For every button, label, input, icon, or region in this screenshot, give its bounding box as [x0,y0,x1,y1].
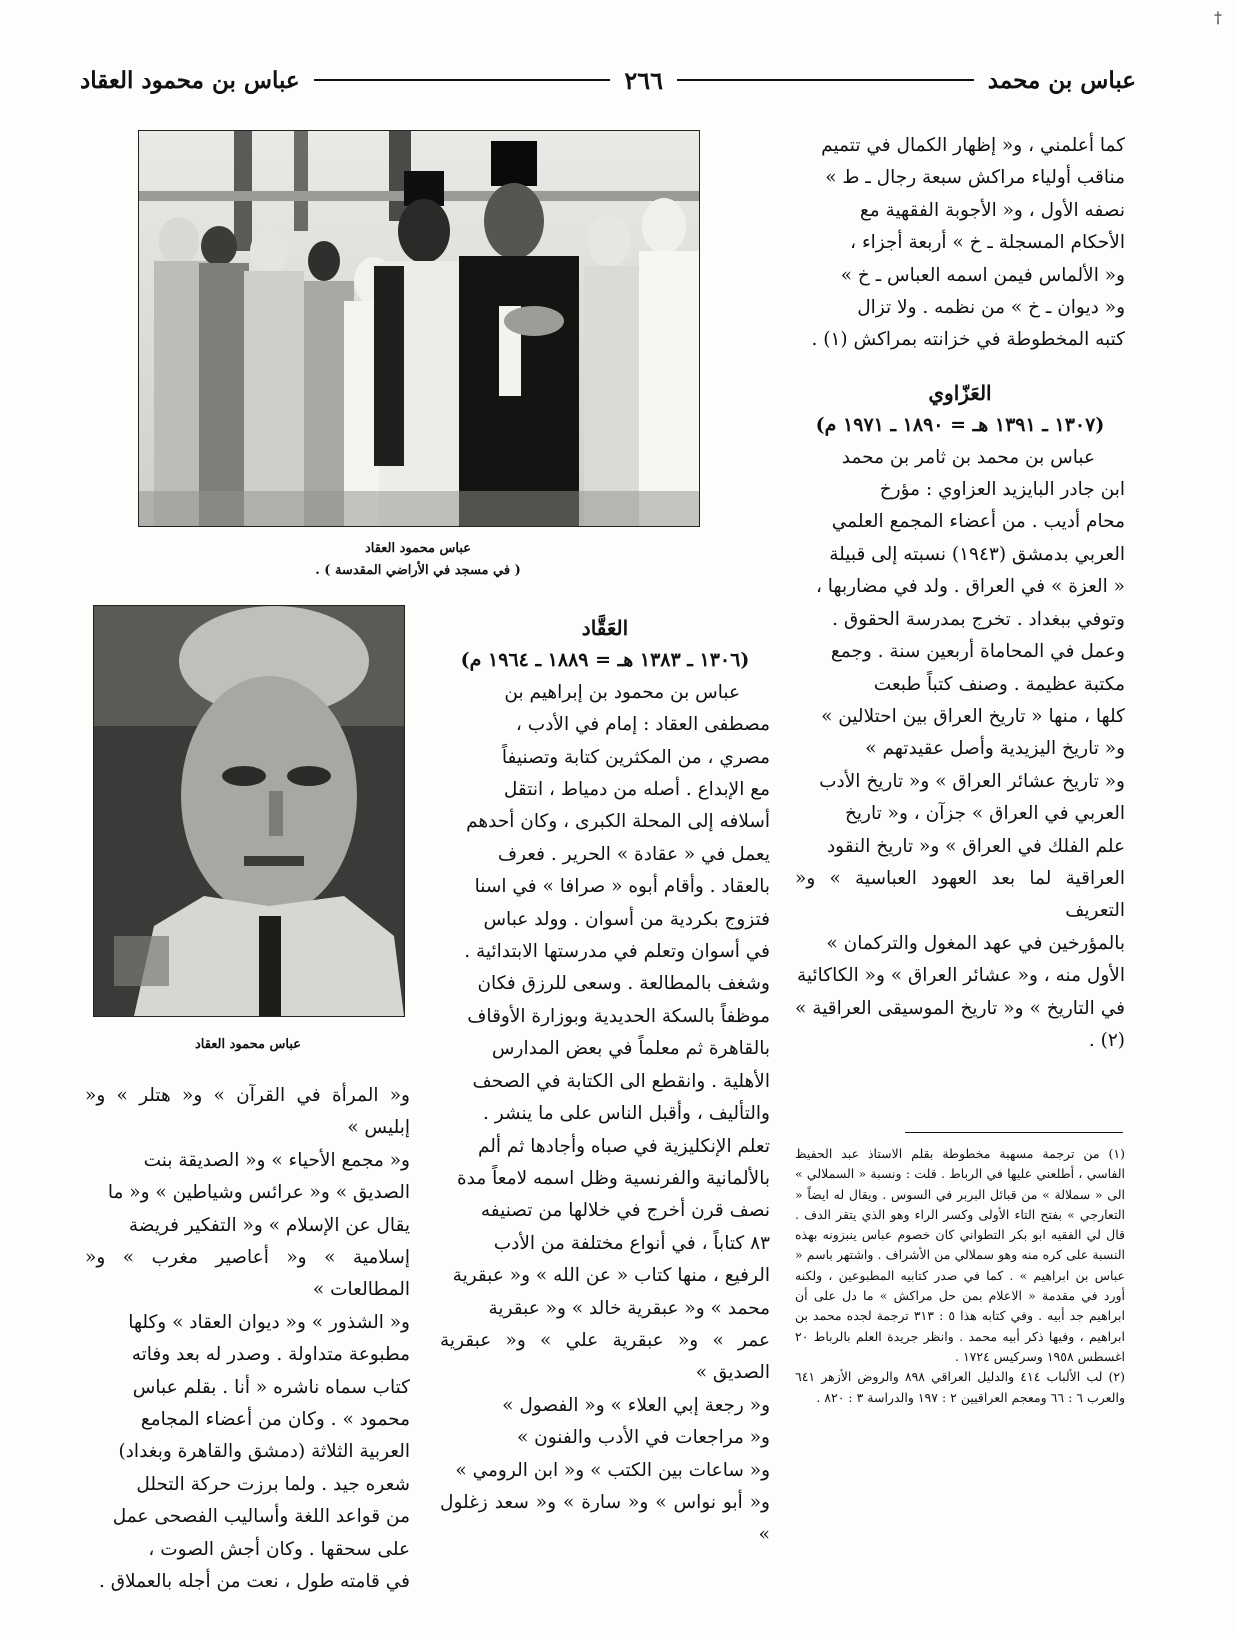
text-line: مصري ، من المكثرين كتابة وتصنيفاً [501,746,770,768]
header-rule-left [314,79,611,81]
right-column [795,130,1125,1080]
text-line: يعمل في « عقادة » الحرير . فعرف [497,843,770,865]
bio-title-aqqad: العَقَّاد [581,616,629,640]
text-line: بالمؤرخين في عهد المغول والتركمان » [826,932,1125,954]
text-line: عباس بن محمد بن ثامر بن محمد [841,446,1095,468]
caption-line: عباس محمود العقاد [364,541,472,556]
header-right-title: عباس بن محمد [987,66,1136,94]
text-line: وعمل في المحاماة أربعين سنة . وجمع [830,641,1125,663]
text-line: موظفاً بالسكة الحديدية وبوزارة الأوقاف [467,1005,770,1027]
caption-line: ( في مسجد في الأراضي المقدسة ) . [315,563,521,578]
text-line: يقال عن الإسلام » و« التفكير فريضة [128,1214,410,1236]
text-line: نصفه الأول ، و« الأجوبة الفقهية مع [859,199,1125,221]
footnote-rule [905,1132,1123,1133]
text-line: بالعقاد . وأقام أبوه « صرافا » في اسنا [474,876,770,898]
margin-mark: † [1214,8,1222,27]
text-line: و« الشذور » و« ديوان العقاد » وكلها [128,1311,410,1333]
text-line: مع الإبداع . أصله من دمياط ، انتقل [503,779,770,801]
text-line: و« المرأة في القرآن » و« هتلر » و« إبليس » [85,1085,410,1139]
text-line: كلها ، منها « تاريخ العراق بين احتلالين » [821,705,1125,727]
text-line: عباس بن محمود بن إبراهيم بن [504,681,740,703]
text-line: عمر » و« عبقرية علي » و« عبقرية الصديق » [440,1329,770,1384]
bio-dates-azzawi: (١٣٠٧ ـ ١٣٩١ هـ = ١٨٩٠ ـ ١٩٧١ م) [815,414,1105,437]
text-line: ٨٣ كتاباً ، في أنواع مختلفة من الأدب [493,1232,770,1254]
footnotes [795,1144,1125,1408]
text-line: مطبوعة متداولة . وصدر له بعد وفاته [131,1344,410,1366]
text-line: و« أبو نواس » و« سارة » و« سعد زغلول » [440,1491,770,1546]
mosque-photo-caption [138,538,698,582]
text-line: نصف قرن أخرج في خلالها من تصنيفه [480,1200,770,1222]
portrait-photo [93,605,405,1017]
mosque-photo [138,130,700,527]
mosque-photo-image [139,131,699,526]
text-line: و« تاريخ عشائر العراق » و« تاريخ الأدب [819,770,1125,792]
text-line: كما أعلمني ، و« إظهار الكمال في تتميم [821,135,1125,156]
azzawi-paragraph [795,442,1125,1058]
text-line: علم الفلك في العراق » و« تاريخ النقود [826,835,1125,857]
text-line: و« ساعات بين الكتب » و« ابن الرومي » [455,1459,770,1481]
text-line: و« مجمع الأحياء » و« الصديقة بنت [143,1149,410,1171]
text-line: العربية الثلاثة (دمشق والقاهرة وبغداد) [118,1441,410,1463]
text-line: أسلافه إلى المحلة الكبرى ، وكان أحدهم [466,811,770,833]
text-line: العربي بدمشق (١٩٤٣) نسبته إلى قبيلة [829,543,1125,565]
text-line: و« مراجعات في الأدب والفنون » [516,1427,770,1449]
text-line: الأحكام المسجلة ـ خ » أربعة أجزاء ، [850,232,1125,254]
text-line: من قواعد اللغة وأساليب الفصحى عمل [112,1506,410,1528]
page-number: ٢٦٦ [624,65,664,95]
text-line: « العزة » في العراق . ولد في مضاربها ، [815,576,1125,598]
text-line: كتاب سماه ناشره « أنا . بقلم عباس [132,1376,410,1398]
text-line: وشغف بالمطالعة . وسعى للرزق فكان [477,973,770,995]
left-column [85,1080,410,1620]
intro-paragraph [795,130,1125,357]
text-line: الأول منه ، و« عشائر العراق » و« الكاكائية [797,965,1125,987]
text-line: و« الألماس فيمن اسمه العباس ـ خ » [840,264,1125,286]
text-line: العراقية لما بعد العهود العباسية » و« التعريف [795,867,1125,922]
footnote-1: (١) من ترجمة مسهبة مخطوطة بقلم الاستاذ عبد الحفيظ الفاسي ، أطلعني عليها في الرباط . قلت : ونسبة « السملالي » الى « سملالة » من قبائل البربر في السوس . ويقال له ايضاً « التعارجي » بفتح التاء الأولى وكسر الراء وهو الذي يتقر الدف . قال لي الفقيه ابو بكر التطواني كان خصوم عباس ينبزونه بهذه النسبة على كره منه وهو سملالي من الأشراف . واشتهر باسم « عباس بن ابراهيم » . كما في صدر كتابيه المطبوعين ، ولكنه أورد في مقدمة « الاعلام بمن حل مراكش » ما دل على أن ابراهيم جد أبيه . وفي كتابه هذا ٥ : ٣١٣ ترجمة لجده محمد بن ابراهيم ، وفيها ذكر أبيه محمد . وانظر جريدة العلم بالرباط ٢٠ اغسطس ١٩٥٨ وسركيس ١٧٢٤ . [795,1146,1125,1364]
text-line: في قامته طول ، نعت من أجله بالعملاق . [98,1571,410,1593]
header-left-title: عباس بن محمود العقاد [79,66,300,94]
text-line: و« تاريخ اليزيدية وأصل عقيدتهم » [865,738,1125,760]
text-line: الأهلية . وانقطع الى الكتابة في الصحف [472,1070,770,1092]
portrait-caption: عباس محمود العقاد [194,1037,302,1052]
text-line: وتوفي ببغداد . تخرج بمدرسة الحقوق . [832,608,1125,630]
text-line: الصديق » و« عرائس وشياطين » و« ما [107,1182,410,1204]
text-line: شعره جيد . ولما برزت حركة التحلل [136,1473,410,1495]
text-line: والتأليف ، وأقبل الناس على ما ينشر . [483,1103,770,1125]
text-line: مناقب أولياء مراكش سبعة رجال ـ ط » [825,167,1125,189]
text-line: بالألمانية والفرنسية وظل اسمه لامعاً مدة [456,1167,770,1189]
text-line: و« رجعة إبي العلاء » و« الفصول » [502,1394,770,1416]
portrait-photo-image [94,606,404,1016]
text-line: ابن جادر البايزيد العزاوي : مؤرخ [879,479,1125,501]
text-line: تعلم الإنكليزية في صباه وأجادها ثم ألم [477,1135,770,1157]
text-line: بالقاهرة ثم معلماً في بعض المدارس [491,1038,770,1060]
text-line: في أسوان وتعلم في مدرستها الابتدائية . [464,941,770,963]
bio-dates-aqqad: (١٣٠٦ ـ ١٣٨٣ هـ = ١٨٨٩ ـ ١٩٦٤ م) [460,649,750,672]
text-line: مكتبة عظيمة . وصنف كتباً طبعت [873,673,1125,695]
text-line: مصطفى العقاد : إمام في الأدب ، [515,714,770,736]
bio-title-azzawi: العَزّاوي [928,380,992,405]
text-line: في التاريخ » و« تاريخ الموسيقى العراقية » (٢) . [795,997,1125,1051]
text-line: إسلامية » و« أعاصير مغرب » و« المطالعات » [85,1247,410,1301]
header-rule-right [677,79,974,81]
text-line: محمد » و« عبقرية خالد » و« عبقرية [488,1297,770,1319]
aqqad-paragraph [440,677,770,1552]
text-line: محام أديب . من أعضاء المجمع العلمي [831,511,1125,533]
footnote-2: (٢) لب الألباب ٤١٤ والدليل العراقي ٨٩٨ والروض الأزهر ٦٤١ والعرب ٦ : ٦٦ ومعجم العراقيين ٢ : ١٩٧ والدراسة ٣ : ٨٢٠ . [795,1369,1125,1405]
middle-column [440,612,770,1627]
text-line: العربي في العراق » جزآن ، و« تاريخ [844,803,1125,825]
text-line: محمود » . وكان من أعضاء المجامع [140,1409,410,1431]
text-line: الرفيع ، منها كتاب « عن الله » و« عبقرية [452,1265,770,1287]
text-line: فتزوج بكردية من أسوان . وولد عباس [483,908,770,930]
running-header [80,60,1136,100]
text-line: و« ديوان ـ خ » من نظمه . ولا تزال [857,297,1125,319]
text-line: كتبه المخطوطة في خزانته بمراكش (١) . [811,329,1125,351]
text-line: على سحقها . وكان أجش الصوت ، [148,1538,410,1560]
